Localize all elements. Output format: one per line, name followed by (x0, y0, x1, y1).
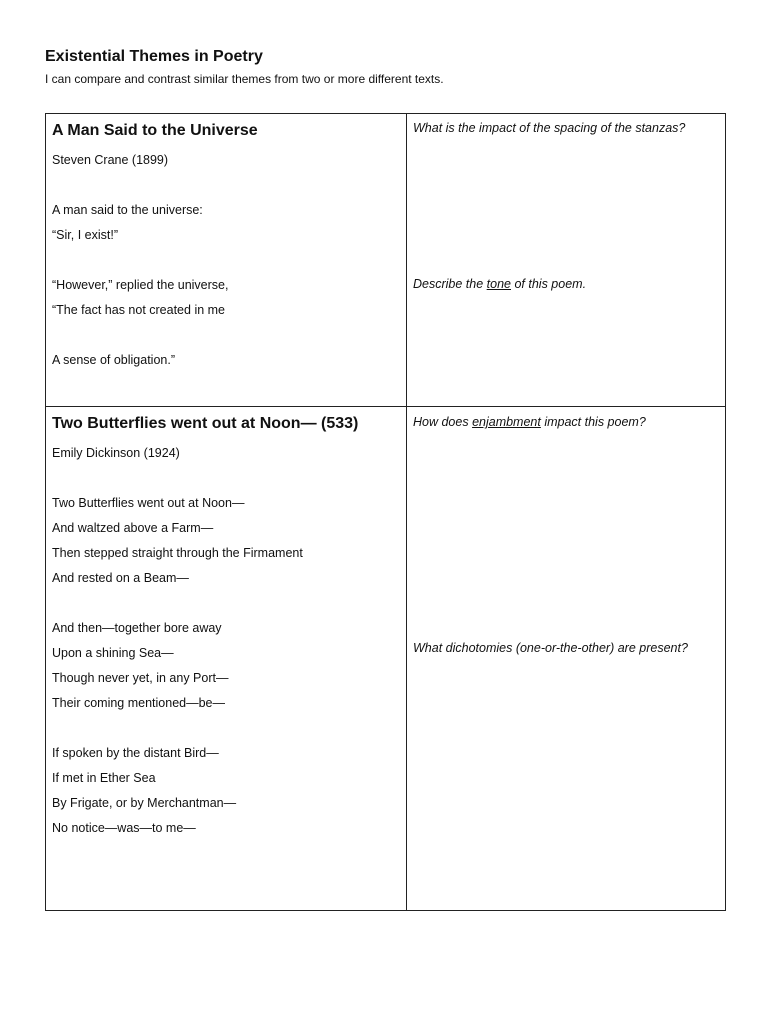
poem-title: A Man Said to the Universe (52, 122, 258, 139)
poem-line: A man said to the universe: (52, 203, 203, 217)
question-text: What is the impact of the spacing of the stanzas? (413, 121, 686, 135)
poem-title: Two Butterflies went out at Noon— (533) (52, 415, 359, 432)
poem-line: Though never yet, in any Port— (52, 671, 229, 685)
poem-line: And waltzed above a Farm— (52, 521, 214, 535)
poem-line: Two Butterflies went out at Noon— (52, 496, 245, 510)
question-text: Describe the tone of this poem. (413, 277, 587, 291)
poem-author: Steven Crane (1899) (52, 153, 169, 167)
poem-cell (46, 114, 407, 407)
poem-line: And rested on a Beam— (52, 571, 189, 585)
poem-cell (46, 407, 407, 911)
page-subtitle: I can compare and contrast similar themes from two or more different texts. (45, 72, 444, 86)
poem-line: Their coming mentioned—be— (52, 696, 225, 710)
question-cell (407, 114, 726, 407)
question-text: How does enjambment impact this poem? (413, 415, 646, 429)
poem-line: A sense of obligation.” (52, 353, 175, 367)
poem-line: “Sir, I exist!” (52, 228, 118, 242)
table-row (46, 114, 726, 407)
poem-line: “The fact has not created in me (52, 303, 226, 317)
poem-line: And then—together bore away (52, 621, 222, 635)
underlined-term: enjambment (472, 415, 541, 429)
poem-line: “However,” replied the universe, (52, 278, 229, 292)
underlined-term: tone (486, 277, 511, 291)
poem-table (45, 113, 726, 911)
question-text: What dichotomies (one-or-the-other) are present? (413, 641, 688, 655)
question-cell (407, 407, 726, 911)
poem-line: If spoken by the distant Bird— (52, 746, 219, 760)
poem-line: Then stepped straight through the Firmament (52, 546, 303, 560)
page-title: Existential Themes in Poetry (45, 48, 263, 65)
poem-line: Upon a shining Sea— (52, 646, 174, 660)
poem-line: By Frigate, or by Merchantman— (52, 796, 237, 810)
poem-line: If met in Ether Sea (52, 771, 156, 785)
poem-author: Emily Dickinson (1924) (52, 446, 180, 460)
table-row (46, 407, 726, 911)
poem-line: No notice—was—to me— (52, 821, 196, 835)
